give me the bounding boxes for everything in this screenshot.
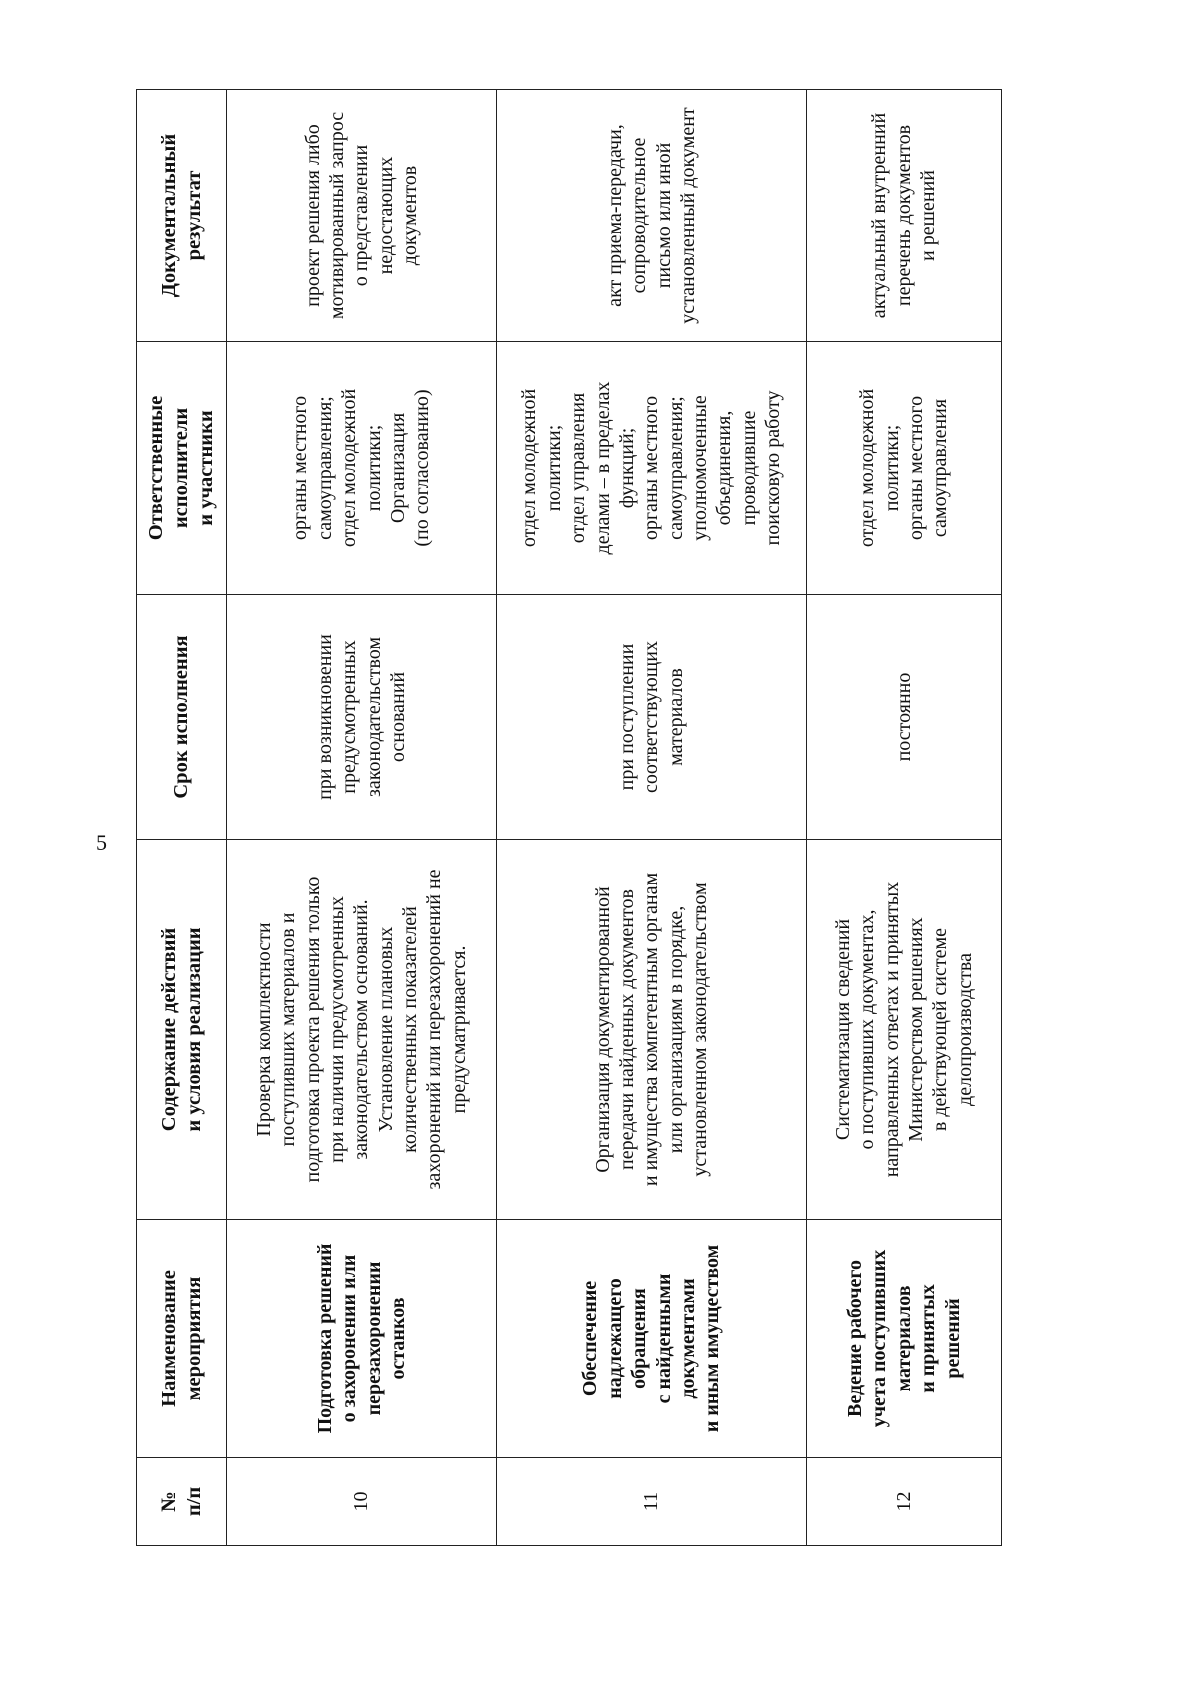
measure-result: актуальный внутренний перечень документов и решений bbox=[807, 90, 1002, 342]
header-responsible: Ответственные исполнители и участники bbox=[137, 342, 227, 595]
measure-result: проект решения либо мотивированный запрос о представлении недостающих документов bbox=[227, 90, 497, 342]
measure-name: Подготовка решений о захоронении или перезахоронении останков bbox=[227, 1220, 497, 1458]
header-num: № п/п bbox=[137, 1458, 227, 1546]
measure-name: Ведение рабочего учета поступивших материалов и принятых решений bbox=[807, 1220, 1002, 1458]
header-row bbox=[137, 90, 227, 1546]
measure-name: Обеспечение надлежащего обращения с найденными документами и иным имуществом bbox=[497, 1220, 807, 1458]
measure-content: Проверка комплектности поступивших материалов и подготовка проекта решения только при наличии предусмотренных законодательством оснований. Установление плановых количественных показателей захоронений или перезахоронений не предусматривается. bbox=[227, 840, 497, 1220]
measure-responsible: отдел молодежной политики; органы местного самоуправления bbox=[807, 342, 1002, 595]
table-row bbox=[807, 90, 1002, 1546]
table-row bbox=[497, 90, 807, 1546]
measure-deadline: постоянно bbox=[807, 595, 1002, 840]
measure-responsible: органы местного самоуправления; отдел молодежной политики; Организация (по согласованию) bbox=[227, 342, 497, 595]
measure-deadline: при поступлении соответствующих материалов bbox=[497, 595, 807, 840]
measure-result: акт приема-передачи, сопроводительное письмо или иной установленный документ bbox=[497, 90, 807, 342]
measure-deadline: при возникновении предусмотренных законодательством оснований bbox=[227, 595, 497, 840]
row-number: 11 bbox=[497, 1458, 807, 1546]
header-deadline: Срок исполнения bbox=[137, 595, 227, 840]
header-result: Документальный результат bbox=[137, 90, 227, 342]
rotated-table-container bbox=[136, 90, 976, 1546]
row-number: 10 bbox=[227, 1458, 497, 1546]
measure-responsible: отдел молодежной политики; отдел управления делами – в пределах функций; органы местного самоуправления; уполномоченные объединения, проводившие поисковую работу bbox=[497, 342, 807, 595]
row-number: 12 bbox=[807, 1458, 1002, 1546]
measures-table bbox=[136, 89, 1002, 1546]
measure-content: Организация документированной передачи найденных документов и имущества компетентным органам или организациям в порядке, установленном законодательством bbox=[497, 840, 807, 1220]
header-content: Содержание действий и условия реализации bbox=[137, 840, 227, 1220]
page-number: 5 bbox=[96, 830, 107, 855]
table-row bbox=[227, 90, 497, 1546]
measure-content: Систематизация сведений о поступивших документах, направленных ответах и принятых Министерством решениях в действующей системе делопроизводства bbox=[807, 840, 1002, 1220]
header-name: Наименование мероприятия bbox=[137, 1220, 227, 1458]
